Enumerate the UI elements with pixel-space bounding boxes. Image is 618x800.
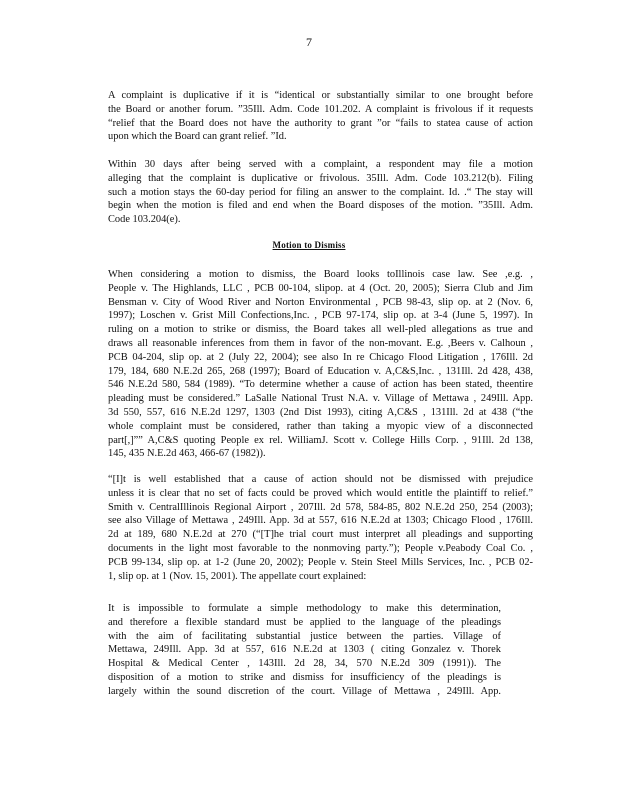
text-line: When considering a motion to dismiss, the Board looks toIllinois case law. See ,e.g. , xyxy=(108,269,533,280)
text-line: whole complaint must be considered, rather than taking a myopic view of a disconnected xyxy=(108,420,533,432)
paragraph-duplicative-frivolous xyxy=(76,89,533,144)
text-line: Hospital & Medical Center , 143Ill. 2d 28, 34, 570 N.E.2d 309 (1991)). The xyxy=(108,658,501,670)
text-line: see also Village of Mettawa , 249Ill. App. 3d at 557, 616 N.E.2d at 1303; Chicago Flood , 176Ill. xyxy=(108,515,533,527)
text-line: 3d 550, 557, 616 N.E.2d 1297, 1303 (2nd Dist 1993), citing A,C&S , 131Ill. 2d at 438 (“the xyxy=(108,406,533,418)
text-line: “[I]t is well established that a cause of action should not be dismissed with prejudice xyxy=(108,474,533,485)
text-line: begin when the motion is filed and end when the Board disposes of the motion. ”35Ill. Adm. xyxy=(108,200,533,212)
text-line: People v. The Highlands, LLC , PCB 00-104, slipop. at 4 (Oct. 20, 2005); Sierra Club and Jim xyxy=(108,282,533,294)
text-line: with the aim of facilitating substantial justice between the parties. Village of xyxy=(108,630,501,642)
text-line: Code 103.204(e). xyxy=(108,214,181,226)
text-line: 179, 184, 680 N.E.2d 265, 268 (1997); Board of Education v. A,C&S,Inc. , 131Ill. 2d 428, 438, xyxy=(108,365,533,377)
page-number: 7 xyxy=(306,35,312,49)
text-line: the Board or another forum. ”35Ill. Adm. Code 101.202. A complaint is frivolous if it requests xyxy=(108,103,533,115)
text-line: Mettawa, 249Ill. App. 3d at 557, 616 N.E.2d at 1303 ( citing Gonzalez v. Thorek xyxy=(108,644,501,656)
text-line: 145, 435 N.E.2d 463, 466-67 (1982)). xyxy=(108,448,266,460)
text-line: unless it is clear that no set of facts could be proved which would entitle the plaintiff to relief.” xyxy=(108,487,533,499)
text-line: Bensman v. City of Wood River and Norton Environmental , PCB 98-43, slip op. at 2 (Nov. 6, xyxy=(108,296,533,308)
text-line: upon which the Board can grant relief. ”Id. xyxy=(108,131,287,143)
text-line: Within 30 days after being served with a complaint, a respondent may file a motion xyxy=(108,159,533,170)
section-heading: Motion to Dismiss xyxy=(272,240,346,250)
text-line: 2d at 189, 680 N.E.2d at 270 (“[T]he trial court must interpret all pleadings and supporting xyxy=(108,529,533,541)
text-line: A complaint is duplicative if it is “identical or substantially similar to one brought before xyxy=(108,90,533,101)
paragraph-motion-timing xyxy=(76,158,533,227)
text-line: ruling on a motion to strike or dismiss, the Board takes all well-pled allegations as true and xyxy=(108,324,533,336)
text-line: pleading must be considered.” LaSalle National Trust N.A. v. Village of Mettawa , 249Ill. App. xyxy=(108,393,533,405)
paragraph-dismissal-with-prejudice xyxy=(76,473,533,583)
text-line: 1, slip op. at 1 (Nov. 15, 2001). The appellate court explained: xyxy=(108,570,367,582)
text-line: Smith v. CentralIllinois Regional Airport , 207Ill. 2d 578, 584-85, 802 N.E.2d 250, 254 (2003); xyxy=(108,501,533,513)
text-line: draws all reasonable inferences from them in favor of the non-movant. E.g. ,Beers v. Calhoun , xyxy=(108,337,533,349)
text-line: PCB 04-204, slip op. at 2 (July 22, 2004); see also In re Chicago Flood Litigation , 176Ill. 2d xyxy=(108,351,533,363)
text-line: 1997); Loschen v. Grist Mill Confections,Inc. , PCB 97-174, slip op. at 3-4 (June 5, 1997). In xyxy=(108,310,533,322)
text-line: PCB 99-134, slip op. at 1-2 (June 20, 2002); People v. Stein Steel Mills Services, Inc. , PCB 02- xyxy=(108,556,533,568)
text-line: disposition of a motion to strike and dismiss for insufficiency of the pleadings is xyxy=(108,671,501,683)
text-line: It is impossible to formulate a simple methodology to make this determination, xyxy=(108,603,501,614)
text-line: alleging that the complaint is duplicative or frivolous. 35Ill. Adm. Code 103.212(b). Filing xyxy=(108,172,533,184)
paragraph-motion-to-dismiss-standard xyxy=(76,268,533,461)
text-line: documents in the light most favorable to the nonmoving party.”); People v.Peabody Coal Co. , xyxy=(108,542,533,554)
text-line: largely within the sound discretion of the court. Village of Mettawa , 249Ill. App. xyxy=(108,685,501,697)
text-line: such a motion stays the 60-day period for filing an answer to the complaint. Id. .“ The stay will xyxy=(108,186,533,198)
text-line: part[,]”” A,C&S quoting People ex rel. WilliamJ. Scott v. College Hills Corp. , 91Ill. 2d 138, xyxy=(108,434,533,446)
text-line: 546 N.E.2d 580, 584 (1989). “To determine whether a cause of action has been stated, theentire xyxy=(108,379,533,391)
block-quote xyxy=(108,602,501,699)
text-line: “relief that the Board does not have the authority to grant ”or “fails to statea cause of action xyxy=(108,117,533,129)
text-line: and therefore a flexible standard must be applied to the language of the pleadings xyxy=(108,616,501,628)
